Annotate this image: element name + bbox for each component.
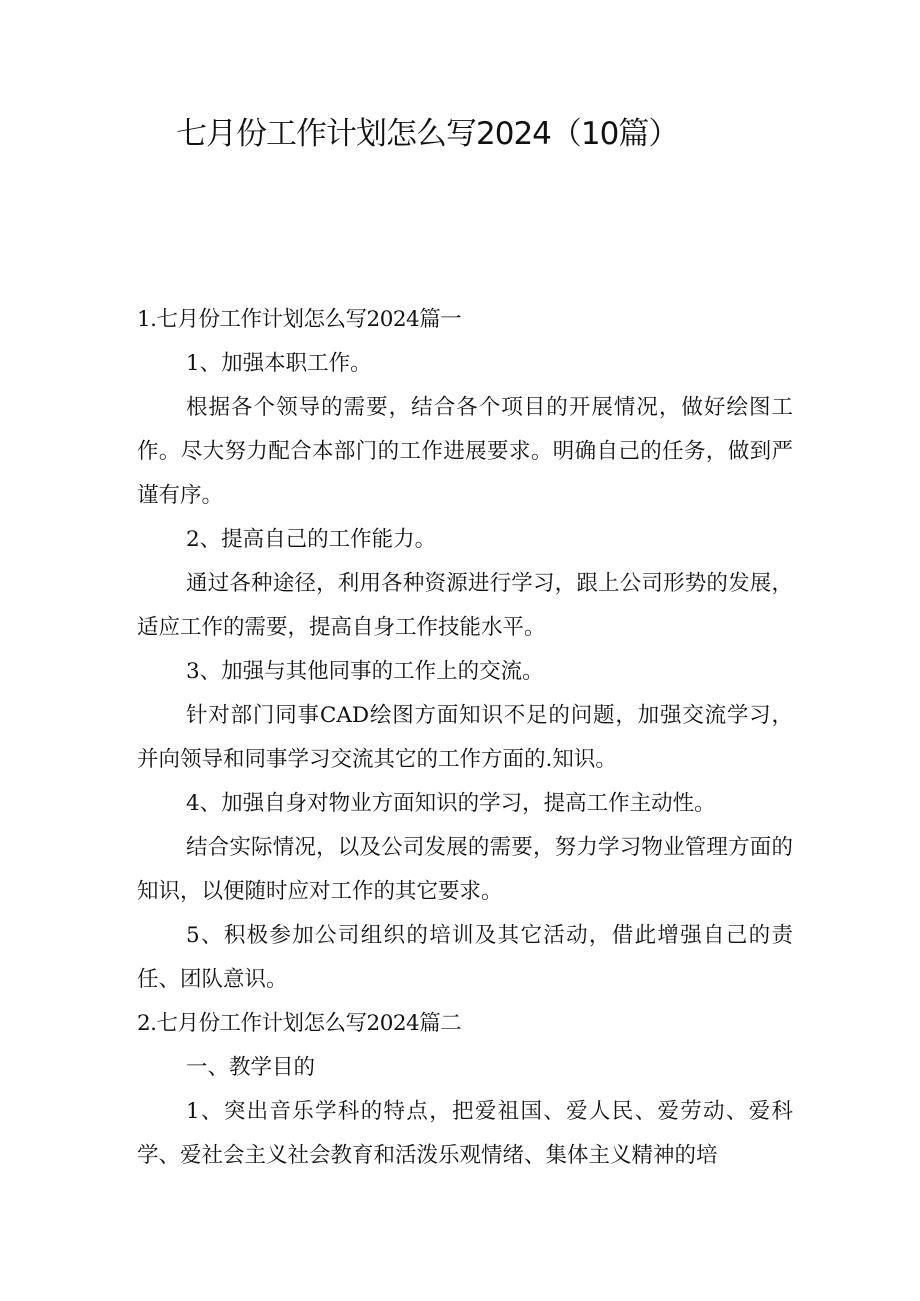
list-item-heading: 4、加强自身对物业方面知识的学习，提高工作主动性。: [186, 791, 716, 816]
subsection-heading: 一、教学目的: [186, 1055, 316, 1080]
list-item-heading: 5、积极参加公司组织的培训及其它活动，借此增强自己的责任、团队意识。: [137, 923, 793, 992]
body-paragraph: 针对部门同事CAD绘图方面知识不足的问题，加强交流学习，并向领导和同事学习交流其它的工作方面的.知识。: [137, 703, 793, 772]
list-item-heading: 2、提高自己的工作能力。: [186, 527, 437, 552]
body-paragraph: 1、突出音乐学科的特点，把爱祖国、爱人民、爱劳动、爱科学、爱社会主义社会教育和活泼乐观情绪、集体主义精神的培: [137, 1099, 793, 1168]
body-paragraph: 结合实际情况，以及公司发展的需要，努力学习物业管理方面的知识，以便随时应对工作的其它要求。: [137, 835, 793, 904]
body-paragraph: 通过各种途径，利用各种资源进行学习，跟上公司形势的发展，适应工作的需要，提高自身工作技能水平。: [137, 571, 793, 640]
list-item-heading: 3、加强与其他同事的工作上的交流。: [186, 659, 544, 684]
document-body: [137, 298, 793, 1178]
document-title: 七月份工作计划怎么写2024（10篇）: [176, 116, 679, 152]
list-item-heading: 1、加强本职工作。: [186, 351, 372, 376]
body-paragraph: 根据各个领导的需要，结合各个项目的开展情况，做好绘图工作。尽大努力配合本部门的工作进展要求。明确自己的任务，做到严谨有序。: [137, 395, 793, 508]
section-heading-2: 2.七月份工作计划怎么写2024篇二: [137, 1011, 462, 1036]
section-heading-1: 1.七月份工作计划怎么写2024篇一: [137, 307, 462, 332]
